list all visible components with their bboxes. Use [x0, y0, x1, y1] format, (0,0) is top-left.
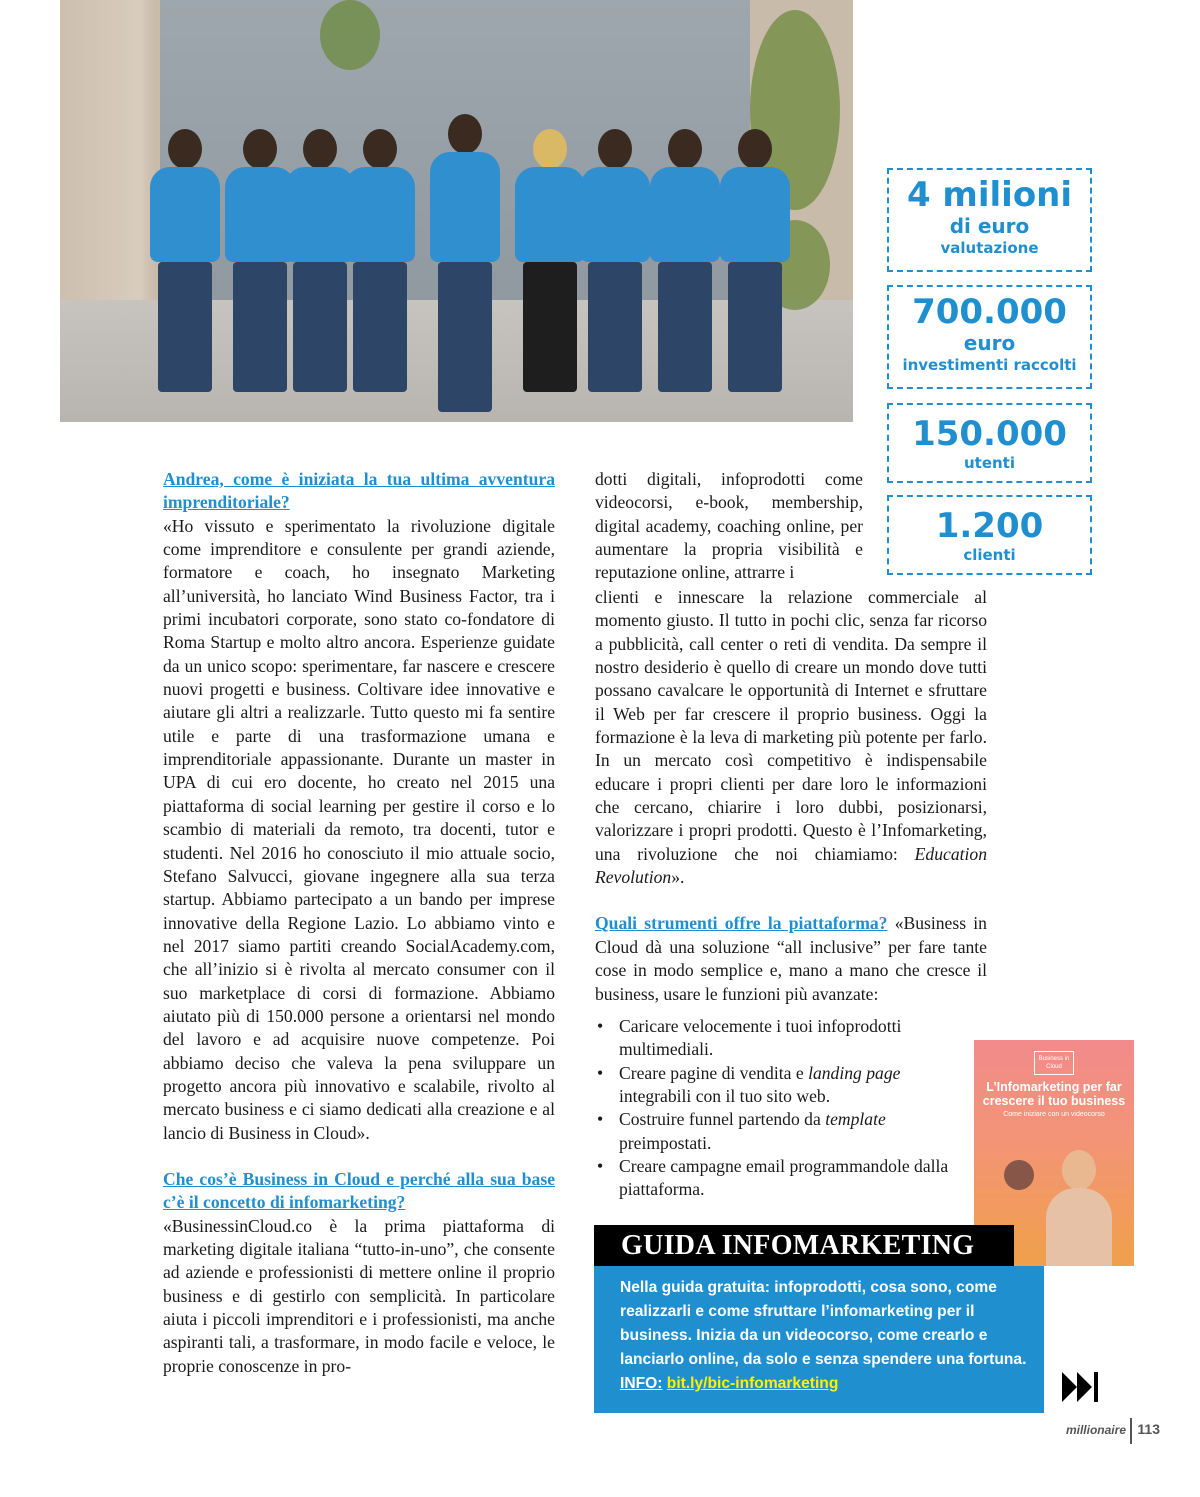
question-heading: Che cos’è Business in Cloud e perché alla sua base c’è il concetto di infomarketing?	[163, 1168, 555, 1213]
stat-investments	[887, 285, 1092, 389]
answer-paragraph: «Ho vissuto e sperimentato la rivoluzione digitale come imprenditore e consulente per grandi aziende, formatore e coach, ho insegnato Marketing all’università, ho lanciato Wind Business Factor, tra i primi incubatori corporate, sono stato co-fondatore di Roma Startup e molto altro ancora. Esperienze guidate da un unico scopo: sperimentare, far nascere e crescere nuovi progetti e business. Coltivare idee innovative e aiutare gli altri a realizzarle. Tutto questo mi fa sentire utile e parte di una trasformazione umana e imprenditoriale appassionante. Durante un master in UPA di cui ero docente, ho creato nel 2015 una piattaforma di social learning per gestire il corso e lo scambio di materiali da remoto, tra docenti, tutor e studenti. Nel 2016 ho conosciuto il mio attuale socio, Stefano Salvucci, giovane ingegnere alla sua terza startup. Abbiamo partecipato a un bando per imprese innovative della Regione Lazio. Lo abbiamo vinto e nel 2017 siamo partiti creando SocialAcademy.com, che all’inizio si è rivolta al mercato consumer con il suo marketplace di corsi di formazione. Abbiamo aiutato più di 150.000 persone a orientarsi nel mondo del lavoro e ad acquisire nuove competenze. Poi abbiamo deciso che valeva la pena sviluppare un progetto ancora più innovativo e scalabile, rivolto al mercato business e ci siamo dedicati alla creazione e al lancio di Business in Cloud».	[163, 515, 555, 1143]
cover-person-body	[1046, 1188, 1112, 1266]
article-column-right	[595, 586, 987, 1006]
guide-text: Nella guida gratuita: infoprodotti, cosa sono, come realizzarli e come sfruttare l’infomarketing per il business. Inizia da un videocorso, come crearlo e lanciarlo online, da solo e senza spendere una fortuna.	[620, 1279, 1027, 1368]
cover-person-head	[1062, 1150, 1096, 1190]
cover-badge: Business in Cloud	[1034, 1051, 1074, 1075]
question-heading: Andrea, come è iniziata la tua ultima avventura imprenditoriale?	[163, 469, 555, 513]
person	[345, 129, 415, 392]
list-item: • Creare pagine di vendita e landing page integrabili con il tuo sito web.	[595, 1062, 955, 1109]
stat-unit: euro	[963, 331, 1016, 355]
guide-info-label: INFO:	[620, 1375, 663, 1392]
features-list-block	[595, 1015, 955, 1202]
person	[650, 129, 720, 392]
stat-value: 700.000	[912, 292, 1067, 332]
camera-shape	[1004, 1160, 1034, 1190]
guide-title: GUIDA INFOMARKETING	[594, 1225, 1014, 1266]
features-list	[595, 1015, 955, 1202]
stat-valuation	[887, 168, 1092, 272]
person	[430, 114, 500, 412]
list-item: • Costruire funnel partendo da template preimpostati.	[595, 1108, 955, 1155]
cover-subtitle: Come iniziare con un videocorso	[1003, 1111, 1105, 1118]
list-item: • Caricare velocemente i tuoi infoprodotti multimediali.	[595, 1015, 955, 1062]
stat-value: 4 milioni	[906, 175, 1073, 215]
person	[580, 129, 650, 392]
answer-paragraph: clienti e innescare la relazione commerciale al momento giusto. Il tutto in pochi clic, senza far ricorso a pubblicità, call center o reti di vendita. Da sempre il nostro desiderio è quello di creare un mondo dove tutti possano cavalcare le opportunità di Internet e sfruttare il Web per far crescere il proprio business. Oggi la formazione è la leva di marketing più potente per farlo. In un mercato così competitivo è indispensabile educare i propri clienti per dare loro le informazioni che cercano, chiarire i loro dubbi, posizionarsi, valorizzare i propri prodotti. Questo è l’Infomarketing, una rivoluzione che noi chiamiamo: Education Revolution».	[595, 587, 987, 888]
list-item: • Creare campagne email programmandole dalla piattaforma.	[595, 1155, 955, 1202]
stat-label: investimenti raccolti	[902, 356, 1077, 374]
answer-paragraph: Quali strumenti offre la piattaforma? «Business in Cloud dà una soluzione “all inclusive” per fare tante cose in modo semplice e, mano a mano che cresce il business, usare le funzioni più avanzate:	[595, 913, 987, 1004]
person	[515, 129, 585, 392]
person	[150, 129, 220, 392]
fast-forward-icon	[1062, 1372, 1100, 1402]
ivy	[320, 0, 380, 70]
person	[720, 129, 790, 392]
answer-paragraph: «BusinessinCloud.co è la prima piattaforma di marketing digitale italiana “tutto-in-uno”, che consente ad aziende e professionisti di mettere online il proprio business e di gestirlo con semplicità. In particolare aiuta i piccoli imprenditori e i professionisti, ma anche aspiranti tali, a trasformare, in modo facile e veloce, le proprie conoscenze in pro-	[163, 1215, 555, 1376]
guide-box	[594, 1266, 1044, 1413]
stat-clients	[887, 495, 1092, 575]
footer-divider	[1130, 1418, 1132, 1444]
article-column-left	[163, 468, 555, 1378]
stat-label: utenti	[963, 454, 1015, 472]
question-heading: Quali strumenti offre la piattaforma?	[595, 913, 888, 934]
magazine-name: millionaire	[1065, 1423, 1126, 1437]
cover-title: L’Infomarketing per far crescere il tuo business	[982, 1080, 1126, 1108]
stat-value: 1.200	[935, 506, 1044, 546]
stat-label: clienti	[963, 546, 1016, 564]
stat-value: 150.000	[912, 414, 1067, 454]
stat-users	[887, 403, 1092, 483]
team-photo	[60, 0, 853, 422]
stat-unit: di euro	[949, 214, 1030, 238]
page-number: 113	[1137, 1421, 1160, 1437]
answer-paragraph: dotti digitali, infoprodotti come videocorsi, e-book, membership, digital academy, coaching online, per aumentare la propria visibilità e reputazione online, attrarre i	[595, 469, 863, 583]
stat-label: valutazione	[940, 239, 1039, 257]
article-column-right-top	[595, 468, 863, 585]
guide-link[interactable]: bit.ly/bic-infomarketing	[666, 1375, 839, 1392]
